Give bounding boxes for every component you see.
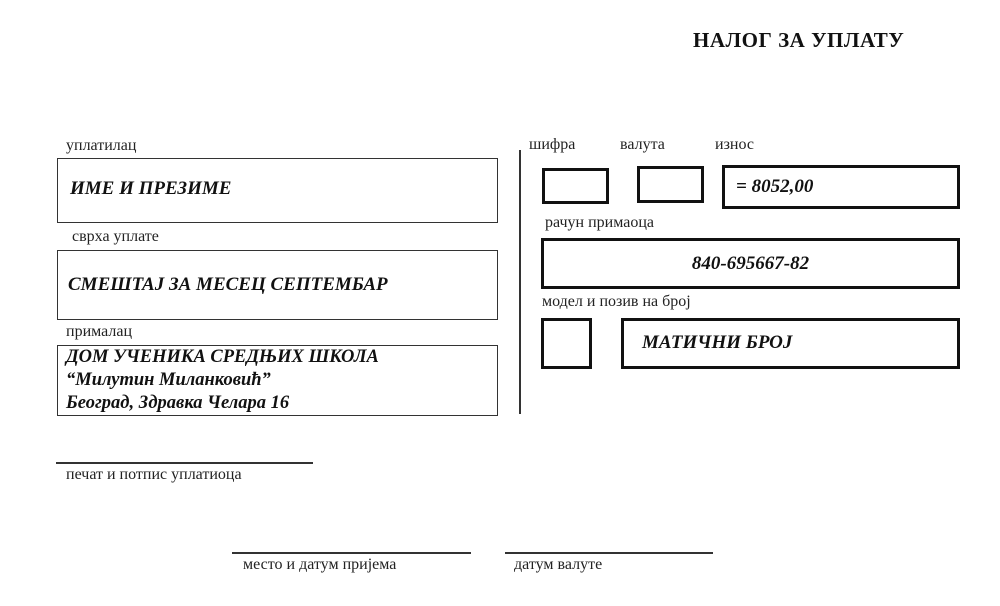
reference-number-field[interactable] [621, 318, 960, 369]
payer-value: ИМЕ И ПРЕЗИМЕ [70, 178, 232, 199]
payer-label: уплатилац [66, 137, 137, 154]
payer-field[interactable] [57, 158, 498, 223]
amount-label: износ [715, 136, 754, 153]
place-date-line [232, 552, 471, 554]
value-date-label: датум валуте [514, 556, 603, 573]
payer-signature-line [56, 462, 313, 464]
recipient-field[interactable] [57, 345, 498, 416]
reference-label: модел и позив на број [542, 293, 691, 310]
currency-field[interactable] [637, 166, 704, 203]
place-date-label: место и датум пријема [243, 556, 397, 573]
payer-signature-label: печат и потпис уплатиоца [66, 466, 242, 483]
purpose-label: сврха уплате [72, 228, 159, 245]
account-field[interactable] [541, 238, 960, 289]
column-divider [519, 150, 521, 414]
value-date-line [505, 552, 713, 554]
recipient-line-1: ДОМ УЧЕНИКА СРЕДЊИХ ШКОЛА [66, 347, 379, 367]
purpose-value: СМЕШТАЈ ЗА МЕСЕЦ СЕПТЕМБАР [68, 274, 388, 295]
amount-value: = 8052,00 [736, 176, 814, 197]
recipient-label: прималац [66, 323, 133, 340]
amount-field[interactable] [722, 165, 960, 209]
account-value: 840-695667-82 [691, 253, 810, 274]
code-label: шифра [529, 136, 576, 153]
recipient-line-3: Београд, Здравка Челара 16 [66, 393, 290, 413]
form-title: НАЛОГ ЗА УПЛАТУ [693, 28, 905, 52]
account-label: рачун примаоца [545, 214, 654, 231]
recipient-line-2: “Милутин Миланковић” [66, 370, 271, 390]
code-field[interactable] [542, 168, 609, 204]
currency-label: валута [620, 136, 665, 153]
model-field[interactable] [541, 318, 592, 369]
reference-number-value: МАТИЧНИ БРОЈ [642, 332, 793, 353]
purpose-field[interactable] [57, 250, 498, 320]
